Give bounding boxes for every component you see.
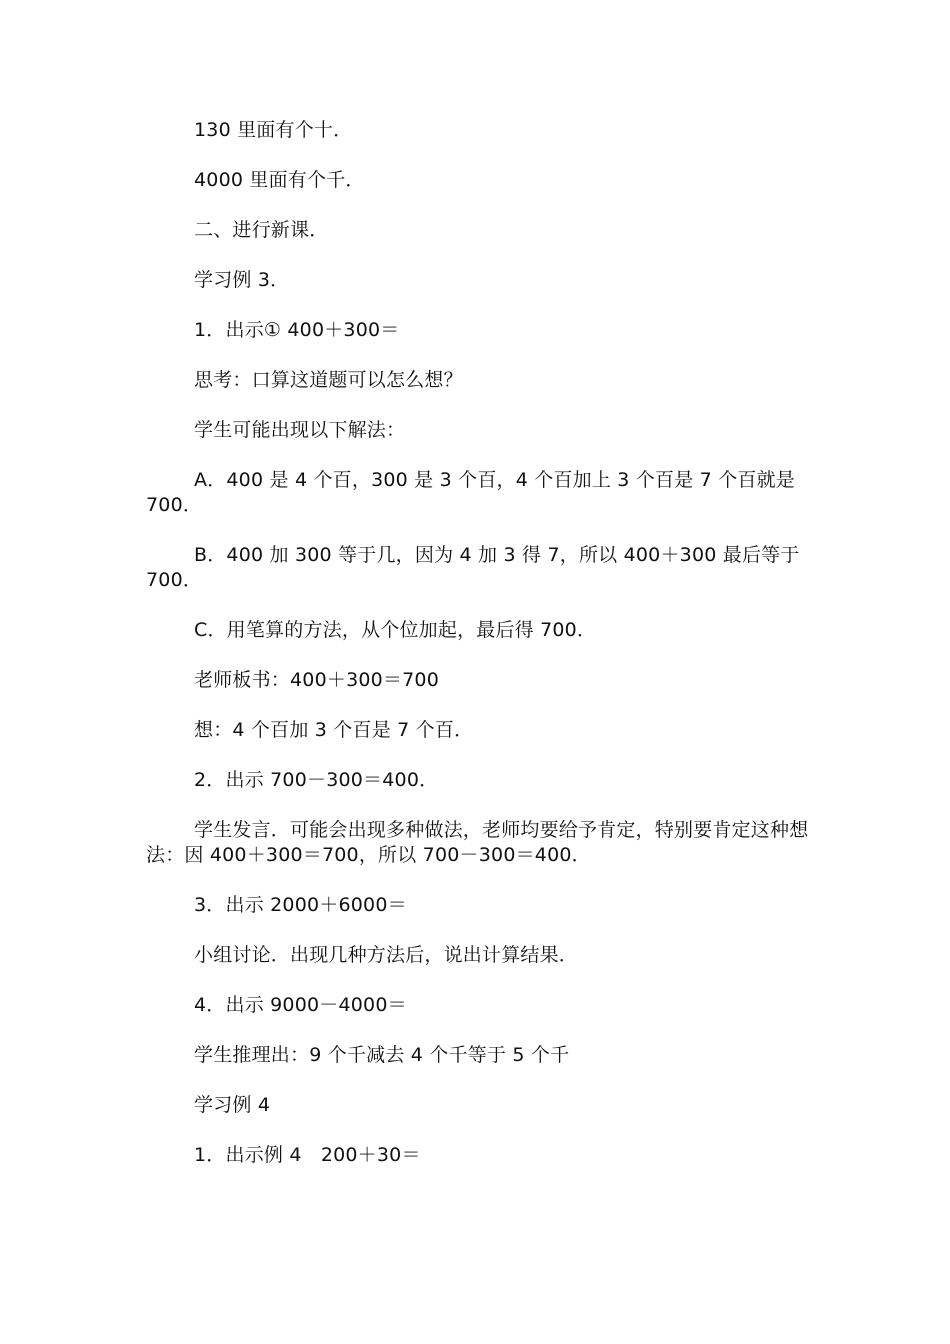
paragraph-board: 老师板书：400＋300＝700	[194, 669, 439, 691]
paragraph-idea: 想：4 个百加 3 个百是 7 个百．	[194, 719, 474, 741]
paragraph-show-2: 2．出示 700－300＝400．	[194, 769, 439, 791]
document-body	[146, 118, 810, 1193]
section-heading-new-lesson: 二、进行新课．	[194, 219, 329, 241]
paragraph-solutions-intro: 学生可能出现以下解法：	[194, 419, 406, 441]
paragraph-solution-b: B．400 加 300 等于几，因为 4 加 3 得 7，所以 400＋300 最后等于 700．	[146, 544, 806, 591]
paragraph-2: 4000 里面有个千．	[194, 169, 365, 191]
paragraph-1: 130 里面有个十．	[194, 119, 353, 141]
paragraph-show-example-4: 1．出示例 4 200＋30＝	[194, 1144, 421, 1166]
paragraph-solution-c: C．用笔算的方法，从个位加起，最后得 700．	[194, 619, 597, 641]
example-3-heading: 学习例 3．	[194, 269, 290, 291]
paragraph-show-3: 3．出示 2000＋6000＝	[194, 894, 407, 916]
paragraph-student-reasoning: 学生推理出：9 个千减去 4 个千等于 5 个千	[194, 1044, 570, 1066]
paragraph-show-1: 1．出示① 400＋300＝	[194, 319, 400, 341]
example-4-heading: 学习例 4	[194, 1094, 271, 1116]
paragraph-group-discussion: 小组讨论．出现几种方法后，说出计算结果．	[194, 944, 579, 966]
paragraph-student-speech: 学生发言．可能会出现多种做法，老师均要给予肯定，特别要肯定这种想法：因 400＋300＝700，所以 700－300＝400．	[146, 819, 809, 866]
paragraph-show-4: 4．出示 9000－4000＝	[194, 994, 407, 1016]
paragraph-think: 思考：口算这道题可以怎么想？	[194, 369, 463, 391]
paragraph-solution-a: A．400 是 4 个百，300 是 3 个百，4 个百加上 3 个百是 7 个百就是 700．	[146, 469, 802, 516]
